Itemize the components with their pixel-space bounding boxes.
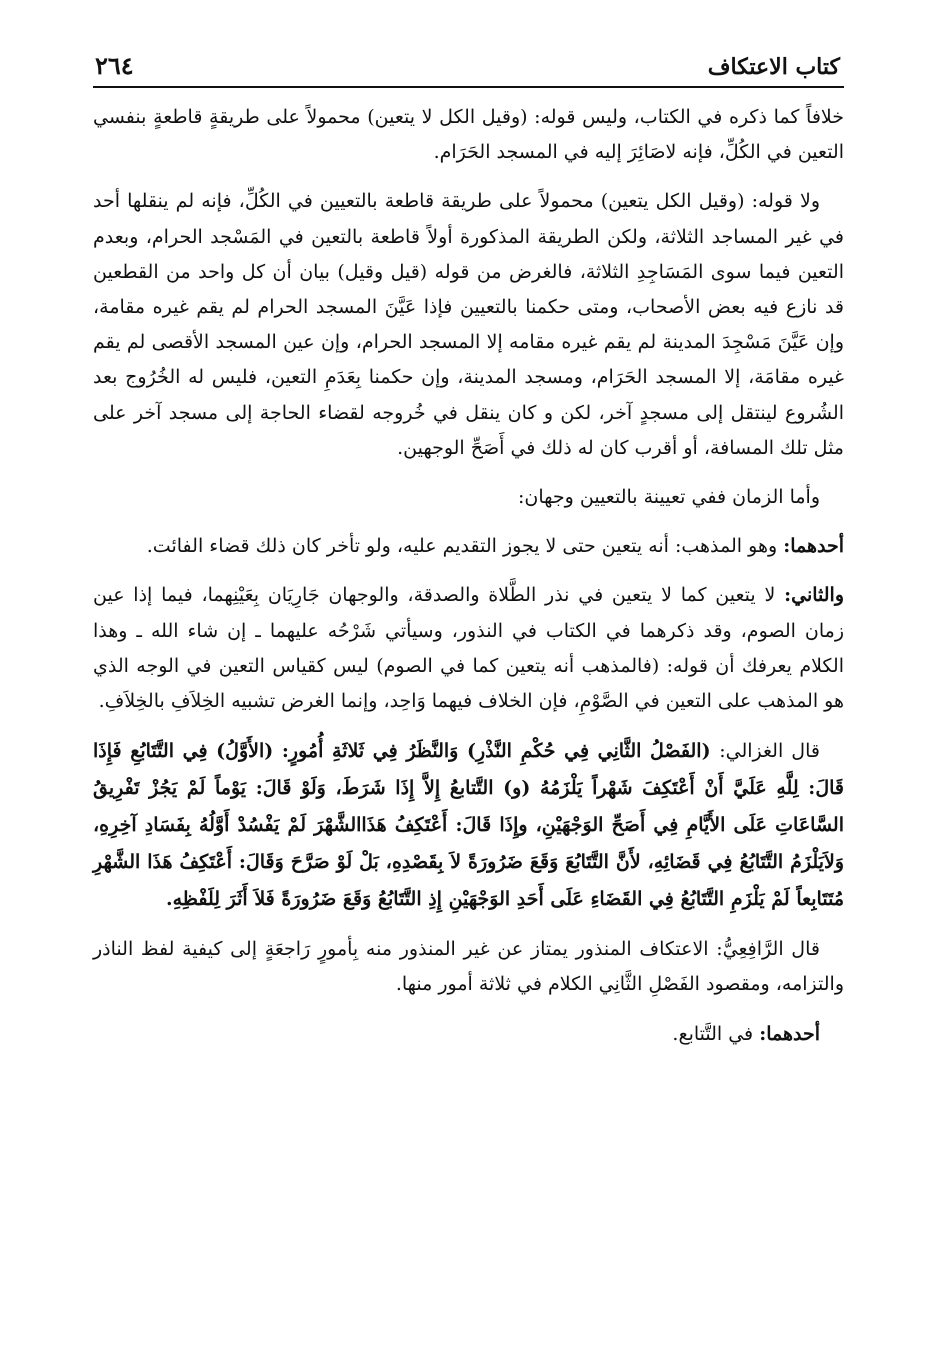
paragraph [93, 932, 844, 1002]
paragraph-text: وأما الزمان ففي تعيينة بالتعيين وجهان: [518, 486, 820, 509]
page-number: ٢٦٤ [95, 51, 134, 80]
paragraph [93, 184, 844, 466]
paragraph-lead: والثاني: [784, 584, 844, 607]
page-body [93, 100, 844, 1066]
paragraph-lead: قال الرَّافِعِيُّ: [716, 938, 820, 961]
paragraph-text: وهو المذهب: أنه يتعين حتى لا يجوز التقديم عليه، ولو تأخر كان ذلك قضاء الفائت. [146, 535, 784, 558]
paragraph-text: خلافاً كما ذكره في الكتاب، وليس قوله: (وقيل الكل لا يتعين) محمولاً على طريقةٍ قاطعةٍ بنفسي التعين في الكُلِّ، فإنه لاصَائِرَ إليه في المسجد الحَرَام. [93, 106, 844, 164]
paragraph-text: في التَّتابع. [672, 1022, 760, 1045]
paragraph [93, 1017, 844, 1052]
paragraph-text: لا يتعين كما لا يتعين في نذر الطَّلاة والصدقة، والوجهان جَارِيَان بِعَيْنِهما، فيما إذا عين زمان الصوم، وقد ذكرهما في الكتاب في النذور، وسيأتي شَرْحُه عليهما ـ إن شاء الله ـ وهذا الكلام يعرفك أن قوله: (فالمذهب أنه يتعين كما في الصوم) ليس كقياس التعين في الوجه الذي هو المذهب على التعين في الصَّوْمِ، فإن الخلاف فيهما وَاحِد، وإنما الغرض تشبيه الخِلاَفِ بالخِلاَفِ. [93, 584, 844, 713]
paragraph-text: الاعتكاف المنذور يمتاز عن غير المنذور منه بِأمورٍ رَاجعَةٍ إلى كيفية لفظ الناذر والتزامه، ومقصود الفَصْلِ الثَّانِي الكلام في ثلاثة أمور منها. [93, 938, 844, 996]
paragraph-quote [93, 733, 844, 918]
running-title: كتاب الاعتكاف [707, 54, 840, 80]
paragraph [93, 100, 844, 170]
quoted-text: (الفَصْلُ الثَّانِي فِي حُكْمِ النَّذْرِ) وَالنَّظَرُ فِي ثَلاثَةِ أُمُورٍ: (الأَوَّلُ) فِي التَّتَابُعِ فَإِذَا قَالَ: لِلَّهِ عَلَيَّ أَنْ أَعْتَكِفَ شَهْراً يَلْزَمُهُ (و) التَّتابعُ إِلاَّ إِذَا شَرَطَ، وَلَوْ قَالَ: يَوْماً لَمْ يَجُزْ تَفْرِيقُ السَّاعَاتِ عَلَى الأَيَّامِ فِي أَصَحِّ الوَجْهَيْنِ، وإِذَا قَالَ: أَعْتَكِفُ هَذَاالشَّهْرَ لَمْ يَفْسُدْ أَوَّلُهُ بِفَسَادِ آخِرِهِ، وَلاَيَلْزَمُ التَّتَابُعُ فِي قَضَائِهِ، لأَنَّ التَّتَابُعَ وَقَعَ ضَرُورَةً لاَ بِقَصْدِهِ، بَلْ لَوْ صَرَّحَ وَقَالَ: أَعْتَكِفُ هَذَا الشَّهْرِ مُتَتَابِعاً لَمْ يَلْزَمِ التَّتَابُعُ فِي القَضَاءِ عَلَى أَحَدِ الوَجْهَيْنِ إِذِ التَّتَابُعُ وَقَعَ ضَرُورَةً فَلاَ أَثَرَ لِلَفْظِهِ. [93, 740, 844, 911]
paragraph-lead: أحدهما: [759, 1022, 820, 1045]
paragraph-lead: قال الغزالي: [719, 740, 820, 763]
paragraph-lead: أحدهما: [783, 535, 844, 558]
page-header [95, 40, 840, 80]
paragraph-text: ولا قوله: (وقيل الكل يتعين) محمولاً على طريقة قاطعة بالتعيين في الكُلِّ، فإنه لم ينقلها أحد في غير المساجد الثلاثة، ولكن الطريقة المذكورة أولاً قاطعة بالتعين في المَسْجد الحرام، وبعدم التعين فيما سوى المَسَاجِدِ الثلاثة، فالغرض من قوله (قيل وقيل) بيان أن كل واحد من القطعين قد نازع فيه بعض الأصحاب، ومتى حكمنا بالتعيين فإذا عَيَّنَ المسجد الحرام لم يقم غيره مقامة، وإن عَيَّنَ مَسْجِدَ المدينة لم يقم غيره مقامه إلا المسجد الحرام، وإن عين المسجد الأقصى لم يقم غيره مقامَة، إلا المسجد الحَرَام، ومسجد المدينة، وإن حكمنا بِعَدَمِ التعين، فليس له الخُرُوج بعد الشُروع لينتقل إلى مسجدٍ آخر، لكن و كان ينقل في خُروجه لقضاء الحاجة إلى مسجد آخر على مثل تلك المسافة، أو أقرب كان له ذلك في أَصَحِّ الوجهين. [93, 190, 844, 459]
paragraph [93, 529, 844, 564]
paragraph [93, 578, 844, 719]
header-rule [93, 86, 844, 88]
paragraph [93, 480, 844, 515]
